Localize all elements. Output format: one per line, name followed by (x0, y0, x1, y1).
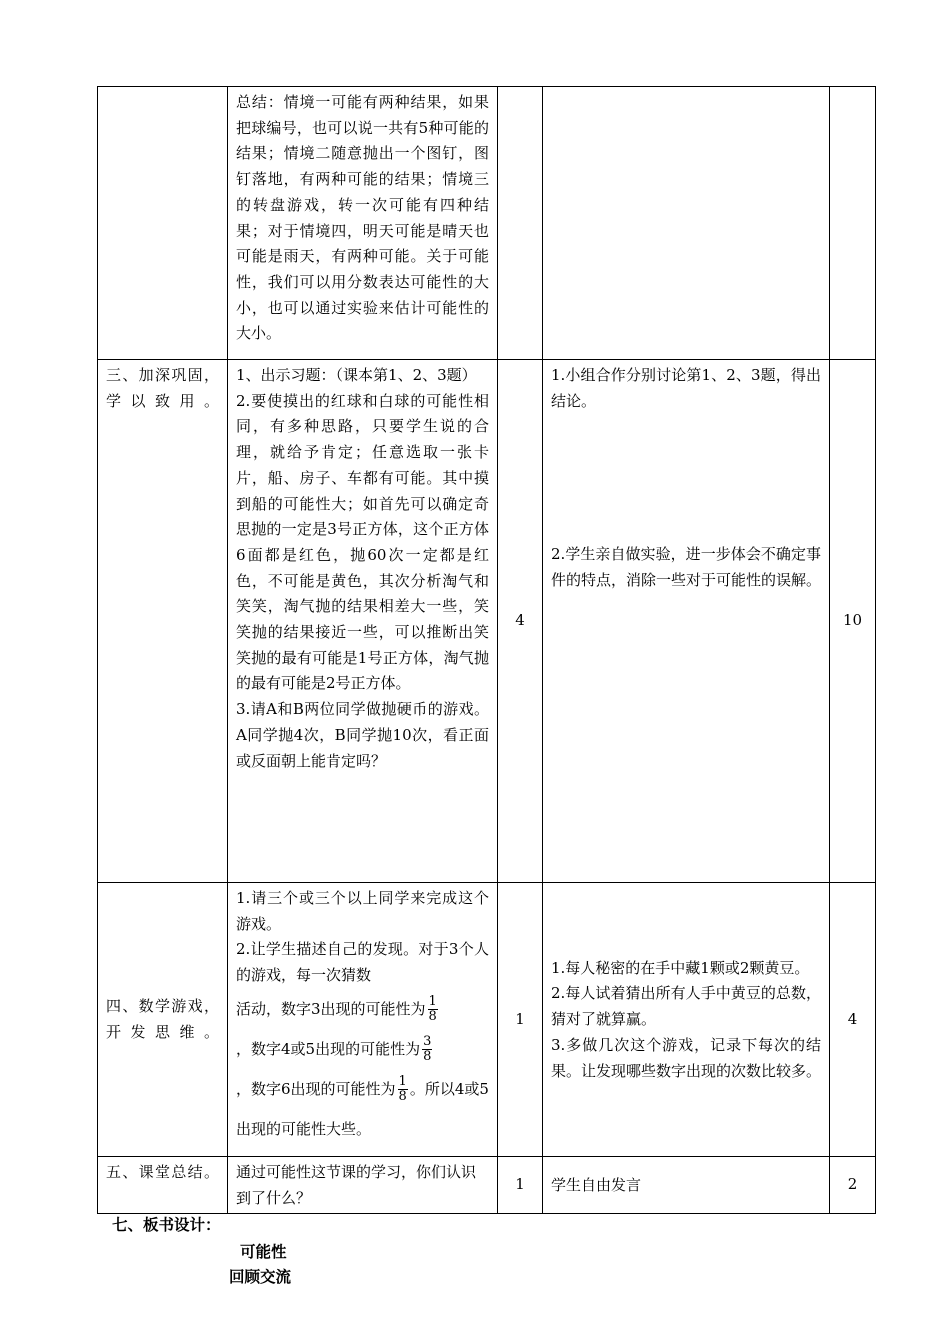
board-design-heading: 七、板书设计： (112, 1216, 221, 1234)
table-row (98, 360, 876, 883)
stage-cell (98, 883, 228, 1157)
board-line-title: 可能性 (240, 1243, 287, 1261)
fraction-denominator: 8 (428, 1009, 437, 1025)
board-line-review: 回顾交流 (229, 1268, 292, 1286)
content-cell: 通过可能性这节课的学习，你们认识到了什么？ (228, 1157, 498, 1214)
count-cell (498, 87, 543, 360)
stage-label: 四、数学游戏，开发思维。 (106, 997, 219, 1041)
fraction-one-eighth (398, 1075, 408, 1104)
time-cell: 10 (830, 360, 876, 883)
table-row (98, 883, 876, 1157)
count-cell: 1 (498, 883, 543, 1157)
fraction-three-eighths (422, 1035, 432, 1064)
time-cell (830, 87, 876, 360)
table-row (98, 1157, 876, 1214)
stage-cell (98, 87, 228, 360)
activity-cell (543, 883, 830, 1157)
lesson-plan-table (97, 86, 876, 1214)
content-paragraph: 1、出示习题：（课本第1、2、3题） (236, 366, 477, 384)
activity-paragraph: 1.每人秘密的在手中藏1颗或2颗黄豆。 (551, 958, 810, 977)
fraction-text: ，数字4或5出现的可能性为 (236, 1039, 421, 1058)
fraction-text: 。所以4或5出现的可能性大些。 (236, 1079, 489, 1138)
content-paragraph: 1.请三个或三个以上同学来完成这个游戏。 (236, 889, 489, 933)
stage-cell: 三、加深巩固，学以致用。 (98, 360, 228, 883)
activity-paragraph: 2.每人试着猜出所有人手中黄豆的总数，猜对了就算赢。 (551, 984, 821, 1029)
fraction-line (236, 989, 489, 1029)
count-cell: 1 (498, 1157, 543, 1214)
fraction-numerator: 1 (398, 1074, 407, 1090)
stage-cell: 五、课堂总结。 (98, 1157, 228, 1214)
activity-paragraph: 3.多做几次这个游戏，记录下每次的结果。让发现哪些数字出现的次数比较多。 (551, 1035, 822, 1080)
time-cell: 4 (830, 883, 876, 1157)
count-cell: 4 (498, 360, 543, 883)
fraction-text: 活动，数字3出现的可能性为 (236, 999, 426, 1018)
time-cell: 2 (830, 1157, 876, 1214)
table-row (98, 87, 876, 360)
fraction-text: ，数字6出现的可能性为 (236, 1079, 396, 1098)
fraction-line (236, 1069, 489, 1149)
activity-cell (543, 360, 830, 883)
content-cell (228, 883, 498, 1157)
fraction-numerator: 3 (423, 1034, 432, 1050)
fraction-line (236, 1029, 489, 1069)
fraction-denominator: 8 (423, 1049, 432, 1065)
content-cell (228, 87, 498, 360)
activity-paragraph: 1.小组合作分别讨论第1、2、3题，得出结论。 (551, 366, 821, 410)
activity-cell: 学生自由发言 (543, 1157, 830, 1214)
content-paragraph: 3.请A和B两位同学做抛硬币的游戏。A同学抛4次，B同学抛10次，看正面或反面朝上能肯定吗？ (236, 700, 489, 770)
fraction-one-eighth (428, 995, 438, 1024)
fraction-numerator: 1 (428, 994, 437, 1010)
fraction-denominator: 8 (398, 1089, 407, 1105)
content-cell (228, 360, 498, 883)
summary-text: 总结：情境一可能有两种结果，如果把球编号，也可以说一共有5种可能的结果；情境二随意抛出一个图钉，图钉落地，有两种可能的结果；情境三的转盘游戏，转一次可能有四种结果；对于情境四，明天可能是晴天也可能是雨天，有两种可能。关于可能性，我们可以用分数表达可能性的大小，也可以通过实验来估计可能性的大小。 (236, 93, 489, 343)
activity-cell (543, 87, 830, 360)
content-paragraph: 2.让学生描述自己的发现。对于3个人的游戏，每一次猜数 (236, 940, 489, 985)
activity-paragraph: 2.学生亲自做实验，进一步体会不确定事件的特点，消除一些对于可能性的误解。 (551, 545, 822, 590)
content-paragraph: 2.要使摸出的红球和白球的可能性相同，有多种思路，只要学生说的合理，就给予肯定；任意选取一张卡片，船、房子、车都有可能。其中摸到船的可能性大；如首先可以确定奇思抛的一定是3号正方体，这个正方体6面都是红色，抛60次一定都是红色，不可能是黄色，其次分析淘气和笑笑，淘气抛的结果相差大一些，笑笑抛的结果接近一些，可以推断出笑笑抛的最有可能是1号正方体，淘气抛的最有可能是2号正方体。 (236, 391, 489, 693)
